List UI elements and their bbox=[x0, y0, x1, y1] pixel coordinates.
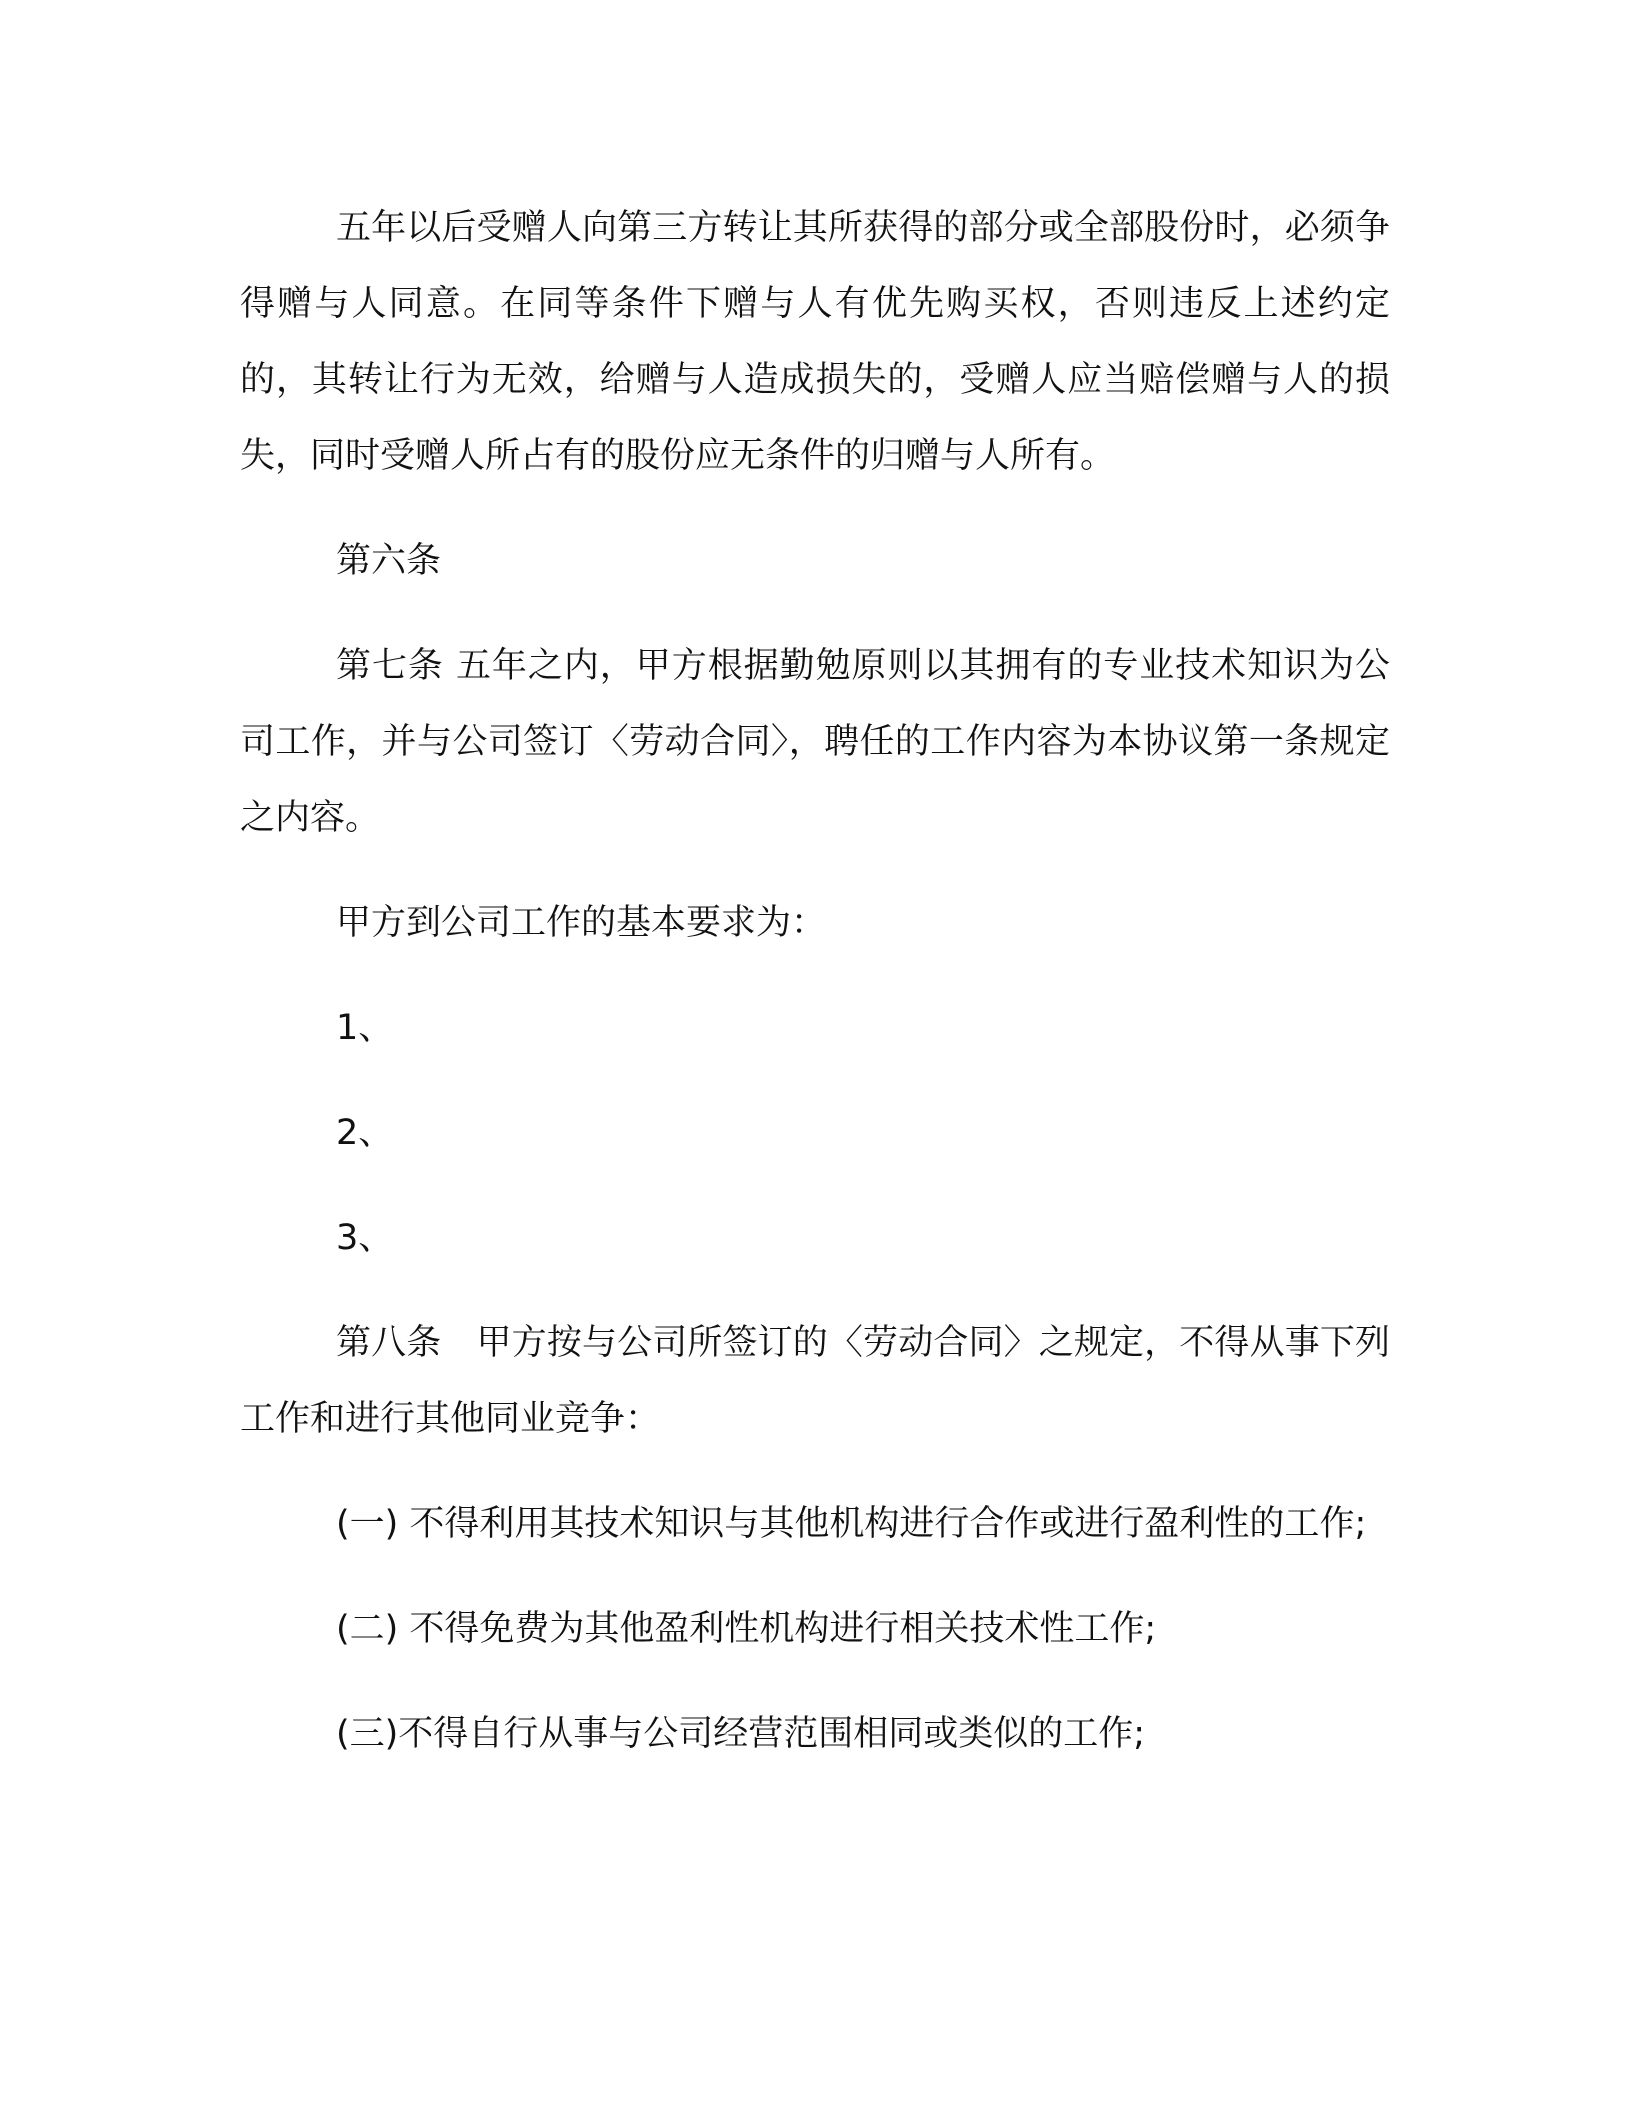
clause-1: (一) 不得利用其技术知识与其他机构进行合作或进行盈利性的工作; bbox=[336, 1504, 1367, 1544]
list-item-2: 2、 bbox=[336, 1113, 394, 1153]
paragraph-article-8: 第八条 甲方按与公司所签订的〈劳动合同〉之规定，不得从事下列工作和进行其他同业竞争： bbox=[240, 1323, 1390, 1439]
list-item-3: 3、 bbox=[336, 1218, 394, 1258]
paragraph-basic-requirements: 甲方到公司工作的基本要求为： bbox=[336, 903, 827, 943]
document-body bbox=[240, 190, 1390, 1801]
paragraph-article-7: 第七条 五年之内，甲方根据勤勉原则以其拥有的专业技术知识为公司工作，并与公司签订〈劳动合同〉，聘任的工作内容为本协议第一条规定之内容。 bbox=[240, 646, 1390, 838]
clause-3: (三)不得自行从事与公司经营范围相同或类似的工作; bbox=[336, 1714, 1146, 1754]
clause-2: (二) 不得免费为其他盈利性机构进行相关技术性工作; bbox=[336, 1609, 1157, 1649]
paragraph-share-transfer: 五年以后受赠人向第三方转让其所获得的部分或全部股份时，必须争得赠与人同意。在同等条件下赠与人有优先购买权，否则违反上述约定的，其转让行为无效，给赠与人造成损失的，受赠人应当赔偿赠与人的损失，同时受赠人所占有的股份应无条件的归赠与人所有。 bbox=[240, 208, 1390, 476]
paragraph-article-6: 第六条 bbox=[336, 541, 442, 581]
list-item-1: 1、 bbox=[336, 1008, 394, 1048]
